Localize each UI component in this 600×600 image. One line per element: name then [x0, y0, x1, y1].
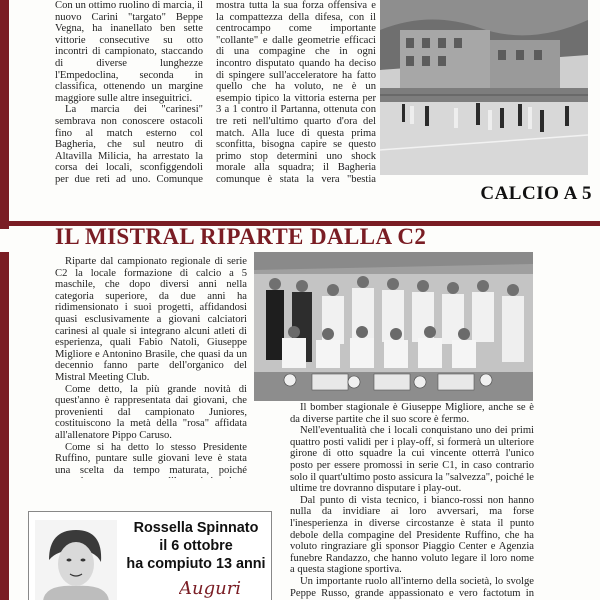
- mistral-article-column-1: [55, 256, 247, 478]
- section-heading: CALCIO A 5: [480, 183, 592, 204]
- ad-name: Rossella Spinnato: [133, 520, 259, 536]
- paragraph: Dal punto di vista tecnico, i bianco-rossi non hanno nulla da invidiare ai loro avversari, ma forse l'inesperienza in diverse circostanze è stata il punto debole della compagine del Presidente Ruffino, che ha voluto ringraziare gli sponsor Piaggio Center e Agenzia funebre Randazzo, che hanno voluto legare il loro nome a questa stagione sportiva.: [290, 494, 534, 576]
- paragraph: Come si ha detto lo stesso Presidente Ruffino, puntare sulle giovani leve è stata una scelta da tempo maturata, poiché: [55, 441, 247, 476]
- football-match-photo: [380, 0, 588, 175]
- paragraph: Con un ottimo ruolino di marcia, il nuovo Carini "targato" Beppe Vegna, ha inanellato ben sette vittorie consecutive su otto incontri di campionato, staccando di diverse lunghezze l'Empedoclina, seconda in classifica, ottenendo un margine maggiore sulle altre inseguitrici.: [55, 0, 203, 104]
- mistral-article-column-2: [290, 402, 534, 600]
- red-margin-bar-bottom: [0, 505, 9, 600]
- paragraph: Il bomber stagionale è Giuseppe Migliore, anche se è da diverse partite che il suo score è fermo.: [290, 402, 534, 425]
- paragraph: mostra tutta la sua forza offensiva e la compattezza della difesa, con il centrocampo come importante "collante" e dalle geometrie efficaci di una compagine che in ogni incontro disputato quando ha deciso di spingere sull'acceleratore ha fatto quello che ha voluto, ne è un esempio tipico la vittoria esterna per 3 a 1 contro il Partanna, ottenuta con tre reti nell'ultimo quarto d'ora del match. Alla luce di questa prima sconfitta, bisogna capire se questo primo stop determini uno shock morale alla squadra; il Bagheria comunque è stata la vera "bestia: [216, 0, 376, 185]
- red-margin-bar-top: [0, 0, 9, 229]
- football-match-illustration: [380, 0, 588, 175]
- birthday-announcement: [28, 511, 272, 600]
- paragraph: Nell'eventualità che i locali conquistano uno dei primi quattro posti validi per i play-off, si formerà un ulteriore girone di otto squadre la cui vincente otterrà l'unico posto per essere promossi in serie C1, in caso contrario solo il quart'ultimo posto assicura la "salvezza", poiché le ultime tre dovranno disputare i play-out.: [290, 425, 534, 495]
- paragraph: Un importante ruolo all'interno della società, lo svolge Peppe Russo, grande appassionato e vero factotum in: [290, 575, 534, 599]
- top-article-column-2: [216, 0, 376, 186]
- paragraph: Come detto, la più grande novità di quest'anno è rappresentata dai giovani, che provenienti dal campionato Juniores, costituiscono la metà della "rosa" affidata all'allenatore Pippo Caruso.: [55, 383, 247, 441]
- team-photo-illustration: [254, 252, 533, 401]
- team-photo: [254, 252, 533, 401]
- portrait-photo: [35, 520, 117, 600]
- ad-age: ha compiuto 13 anni: [126, 556, 266, 572]
- paragraph: Riparte dal campionato regionale di serie C2 la locale formazione di calcio a 5 maschile, che dopo diversi anni nella categoria superiore, da due anni ha ridimensionato i suoi progetti, affidandosi quasi esclusivamente a giovani calciatori carinesi al quale si integrano alcuni atleti di esperienza, quali Fabio Natoli, Giuseppe Migliore e Antonino Brasile, che quasi da un decennio fanno parte dell'organico del Mistral Meeting Club.: [55, 256, 247, 383]
- portrait-illustration: [35, 520, 117, 600]
- ad-date: il 6 ottobre: [159, 538, 233, 554]
- article-title: IL MISTRAL RIPARTE DALLA C2: [55, 224, 427, 249]
- top-article-column-1: [55, 0, 203, 186]
- ad-script-wishes: Auguri: [179, 578, 242, 599]
- paragraph: La marcia dei "carinesi" sembrava non conoscere ostacoli fino al match esterno col Bagheria, che sul neutro di Altavilla Milicia, ha arrestato la corsa dei locali, sconfiggendoli per due reti ad uno. Comunque: [55, 104, 203, 185]
